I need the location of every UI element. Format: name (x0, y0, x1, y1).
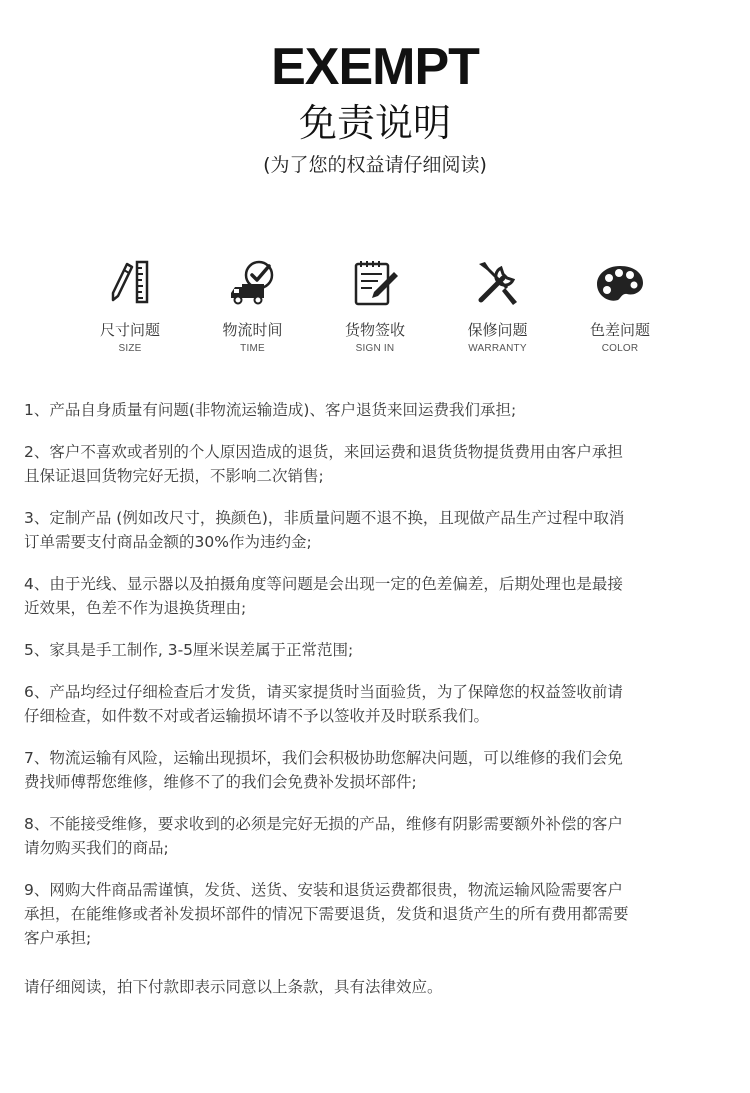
icon-label-en: COLOR (601, 343, 639, 354)
clause-item: 3、定制产品 (例如改尺寸，换颜色)，非质量问题不退不换，且现做产品生产过程中取消 订单需要支付商品金额的30%作为违约金; (24, 509, 625, 551)
icon-item-sign-in (320, 255, 430, 354)
icon-row (75, 255, 675, 354)
title-chinese: 免责说明 (298, 101, 451, 145)
clause-item: 2、客户不喜欢或者别的个人原因造成的退货，来回运费和退货货物提货费用由客户承担 且保证退回货物完好无损，不影响二次销售; (24, 443, 623, 485)
clause-item: 7、物流运输有风险，运输出现损坏，我们会积极协助您解决问题，可以维修的我们会免 费找师傅帮您维修，维修不了的我们会免费补发损坏部件; (24, 749, 623, 791)
clause-item: 8、不能接受维修，要求收到的必须是完好无损的产品，维修有阴影需要额外补偿的客户 请勿购买我们的商品; (24, 815, 623, 857)
icon-label-cn: 保修问题 (467, 321, 528, 339)
icon-label-en: TIME (240, 343, 265, 354)
clause-list (24, 398, 730, 968)
clause-item: 5、家具是手工制作, 3-5厘米误差属于正常范围; (24, 641, 354, 659)
icon-item-warranty (443, 255, 553, 354)
icon-label-cn: 色差问题 (589, 321, 650, 339)
header (0, 38, 750, 180)
icon-label-cn: 物流时间 (222, 321, 283, 339)
icon-label-en: WARRANTY (468, 343, 527, 354)
title-english: EXEMPT (271, 38, 479, 96)
closing-note: 请仔细阅读，拍下付款即表示同意以上条款，具有法律效应。 (24, 978, 443, 996)
delivery-truck-icon (198, 255, 308, 310)
clause-item: 4、由于光线、显示器以及拍摄角度等问题是会出现一定的色差偏差，后期处理也是最接 近效果，色差不作为退换货理由; (24, 575, 623, 617)
icon-label-cn: 尺寸问题 (99, 321, 160, 339)
wrench-screwdriver-icon (443, 255, 553, 310)
ruler-pencil-icon (75, 255, 185, 310)
icon-item-color (565, 255, 675, 354)
clause-item: 6、产品均经过仔细检查后才发货，请买家提货时当面验货，为了保障您的权益签收前请 仔细检查，如件数不对或者运输损坏请不予以签收并及时联系我们。 (24, 683, 623, 725)
subtitle: (为了您的权益请仔细阅读) (263, 154, 487, 176)
icon-item-time (198, 255, 308, 354)
icon-label-en: SIGN IN (355, 343, 395, 354)
clause-item: 9、网购大件商品需谨慎，发货、送货、安装和退货运费都很贵，物流运输风险需要客户 承担，在能维修或者补发损坏部件的情况下需要退货，发货和退货产生的所有费用都需要 客户承担; (24, 881, 629, 947)
icon-label-cn: 货物签收 (344, 321, 405, 339)
icon-item-size (75, 255, 185, 354)
sign-document-icon (320, 255, 430, 310)
icon-label-en: SIZE (118, 343, 142, 354)
color-palette-icon (565, 255, 675, 310)
clause-item: 1、产品自身质量有问题(非物流运输造成)、客户退货来回运费我们承担; (24, 401, 517, 419)
